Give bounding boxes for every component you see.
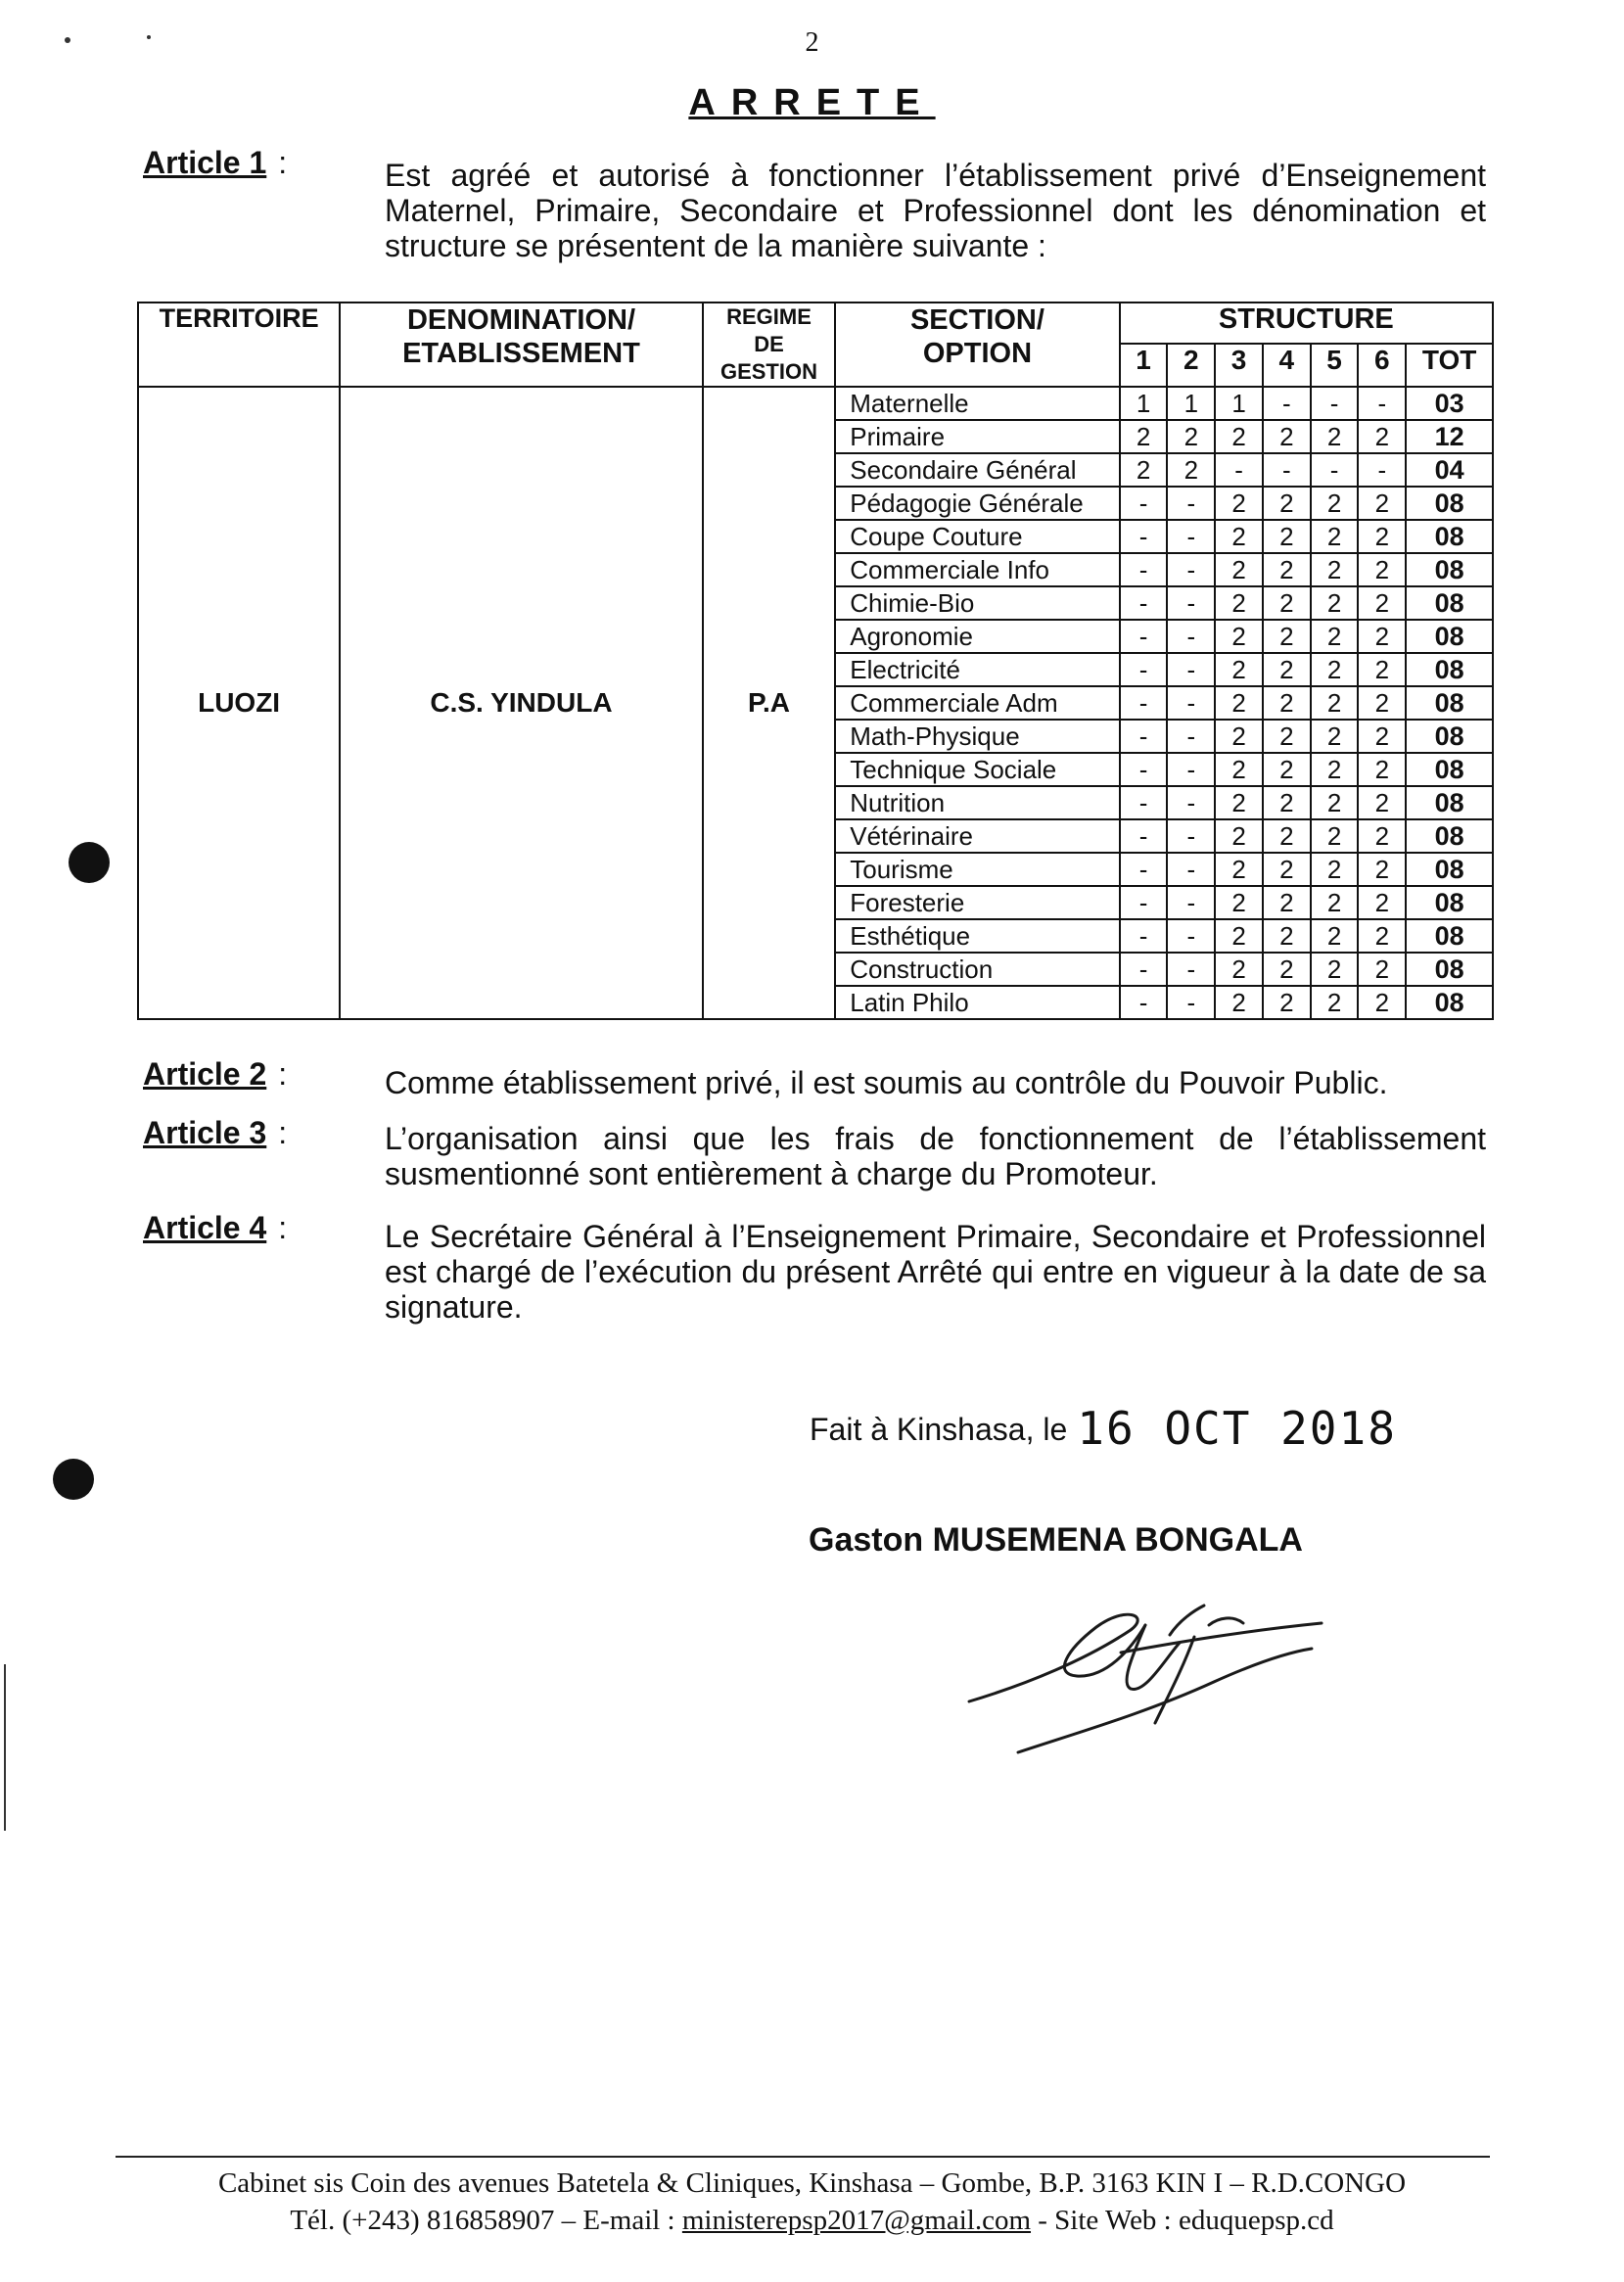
year-2-cell: - <box>1167 720 1215 753</box>
year-6-cell: 2 <box>1358 487 1406 520</box>
etablissement-cell: C.S. YINDULA <box>340 387 703 1019</box>
year-2-cell: - <box>1167 786 1215 819</box>
section-option-cell: Latin Philo <box>835 986 1119 1019</box>
year-1-cell: - <box>1120 786 1168 819</box>
header-section-line1: SECTION/ <box>909 304 1044 336</box>
article-2-label <box>143 1056 287 1093</box>
header-denomination-line2: ETABLISSEMENT <box>402 338 640 369</box>
year-4-cell: 2 <box>1263 553 1311 586</box>
document-heading: ARRETE <box>688 82 936 123</box>
total-cell: 08 <box>1406 620 1493 653</box>
year-4-cell: 2 <box>1263 520 1311 553</box>
year-5-cell: 2 <box>1311 753 1359 786</box>
year-6-cell: 2 <box>1358 653 1406 686</box>
year-2-cell: - <box>1167 620 1215 653</box>
header-year: 3 <box>1215 344 1263 387</box>
year-6-cell: 2 <box>1358 786 1406 819</box>
year-3-cell: 1 <box>1215 387 1263 420</box>
year-2-cell: - <box>1167 886 1215 919</box>
footer-phone: Tél. (+243) 816858907 – E-mail : <box>290 2205 675 2236</box>
year-4-cell: 2 <box>1263 586 1311 620</box>
header-denomination <box>340 303 703 387</box>
year-3-cell: 2 <box>1215 420 1263 453</box>
header-year: 6 <box>1358 344 1406 387</box>
year-4-cell: 2 <box>1263 953 1311 986</box>
year-6-cell: 2 <box>1358 753 1406 786</box>
table-body <box>138 387 1493 1019</box>
year-6-cell: 2 <box>1358 553 1406 586</box>
article-1-colon: : <box>278 145 288 180</box>
year-2-cell: - <box>1167 487 1215 520</box>
year-6-cell: 2 <box>1358 420 1406 453</box>
section-option-cell: Agronomie <box>835 620 1119 653</box>
year-4-cell: 2 <box>1263 653 1311 686</box>
year-6-cell: 2 <box>1358 620 1406 653</box>
year-4-cell: 2 <box>1263 786 1311 819</box>
year-5-cell: 2 <box>1311 720 1359 753</box>
year-1-cell: - <box>1120 487 1168 520</box>
regime-cell: P.A <box>703 387 836 1019</box>
total-cell: 08 <box>1406 686 1493 720</box>
year-6-cell: 2 <box>1358 886 1406 919</box>
year-1-cell: - <box>1120 653 1168 686</box>
year-4-cell: 2 <box>1263 420 1311 453</box>
year-6-cell: - <box>1358 387 1406 420</box>
year-1-cell: - <box>1120 586 1168 620</box>
header-regime <box>703 303 836 387</box>
header-year: 1 <box>1120 344 1168 387</box>
article-4-colon: : <box>278 1210 288 1245</box>
year-1-cell: - <box>1120 686 1168 720</box>
year-1-cell: - <box>1120 553 1168 586</box>
total-cell: 08 <box>1406 986 1493 1019</box>
year-5-cell: 2 <box>1311 420 1359 453</box>
year-2-cell: - <box>1167 853 1215 886</box>
year-3-cell: 2 <box>1215 986 1263 1019</box>
year-3-cell: 2 <box>1215 786 1263 819</box>
closing-place: Fait à Kinshasa, le <box>810 1412 1068 1447</box>
year-5-cell: 2 <box>1311 553 1359 586</box>
footer-contact <box>0 2205 1624 2237</box>
year-4-cell: - <box>1263 387 1311 420</box>
year-3-cell: - <box>1215 453 1263 487</box>
section-option-cell: Chimie-Bio <box>835 586 1119 620</box>
year-1-cell: - <box>1120 986 1168 1019</box>
year-5-cell: 2 <box>1311 786 1359 819</box>
header-regime-line2: DE <box>754 332 784 356</box>
table-row <box>138 387 1493 420</box>
year-5-cell: 2 <box>1311 953 1359 986</box>
article-2-colon: : <box>278 1056 288 1092</box>
total-cell: 08 <box>1406 520 1493 553</box>
article-4-text: Le Secrétaire Général à l’Enseignement Primaire, Secondaire et Professionnel est chargé de l’exécution du présent Arrêté qui entre en vigueur à la date de sa signature. <box>385 1219 1486 1325</box>
total-cell: 08 <box>1406 753 1493 786</box>
year-5-cell: 2 <box>1311 520 1359 553</box>
header-territoire: TERRITOIRE <box>138 303 340 387</box>
year-4-cell: - <box>1263 453 1311 487</box>
article-3-title: Article 3 <box>143 1115 267 1150</box>
year-4-cell: 2 <box>1263 753 1311 786</box>
year-1-cell: - <box>1120 953 1168 986</box>
section-option-cell: Electricité <box>835 653 1119 686</box>
year-3-cell: 2 <box>1215 919 1263 953</box>
year-3-cell: 2 <box>1215 720 1263 753</box>
header-total: TOT <box>1406 344 1493 387</box>
footer-divider <box>116 2156 1490 2158</box>
year-4-cell: 2 <box>1263 919 1311 953</box>
section-option-cell: Foresterie <box>835 886 1119 919</box>
year-5-cell: 2 <box>1311 853 1359 886</box>
year-4-cell: 2 <box>1263 620 1311 653</box>
year-3-cell: 2 <box>1215 487 1263 520</box>
year-6-cell: 2 <box>1358 986 1406 1019</box>
header-regime-line3: GESTION <box>719 359 817 384</box>
section-option-cell: Construction <box>835 953 1119 986</box>
territoire-cell: LUOZI <box>138 387 340 1019</box>
year-3-cell: 2 <box>1215 819 1263 853</box>
header-section <box>835 303 1119 387</box>
year-1-cell: - <box>1120 720 1168 753</box>
total-cell: 08 <box>1406 853 1493 886</box>
table-header-row <box>138 303 1493 344</box>
total-cell: 08 <box>1406 786 1493 819</box>
total-cell: 08 <box>1406 586 1493 620</box>
year-5-cell: 2 <box>1311 653 1359 686</box>
section-option-cell: Coupe Couture <box>835 520 1119 553</box>
year-6-cell: 2 <box>1358 853 1406 886</box>
year-1-cell: - <box>1120 853 1168 886</box>
year-3-cell: 2 <box>1215 620 1263 653</box>
year-1-cell: - <box>1120 819 1168 853</box>
year-5-cell: 2 <box>1311 886 1359 919</box>
year-2-cell: - <box>1167 986 1215 1019</box>
year-2-cell: - <box>1167 586 1215 620</box>
year-6-cell: 2 <box>1358 919 1406 953</box>
year-4-cell: 2 <box>1263 686 1311 720</box>
total-cell: 04 <box>1406 453 1493 487</box>
year-6-cell: 2 <box>1358 586 1406 620</box>
year-2-cell: - <box>1167 819 1215 853</box>
year-5-cell: - <box>1311 453 1359 487</box>
year-5-cell: 2 <box>1311 819 1359 853</box>
year-1-cell: 2 <box>1120 453 1168 487</box>
year-3-cell: 2 <box>1215 653 1263 686</box>
year-6-cell: 2 <box>1358 520 1406 553</box>
year-5-cell: - <box>1311 387 1359 420</box>
section-option-cell: Pédagogie Générale <box>835 487 1119 520</box>
scan-edge-line <box>4 1664 6 1831</box>
year-6-cell: 2 <box>1358 686 1406 720</box>
year-2-cell: - <box>1167 753 1215 786</box>
year-2-cell: 2 <box>1167 453 1215 487</box>
article-4-title: Article 4 <box>143 1210 267 1245</box>
structure-table <box>137 302 1494 1020</box>
section-option-cell: Vétérinaire <box>835 819 1119 853</box>
header-denomination-line1: DENOMINATION/ <box>406 304 635 336</box>
year-1-cell: - <box>1120 753 1168 786</box>
article-4-label <box>143 1210 287 1246</box>
total-cell: 03 <box>1406 387 1493 420</box>
punch-hole-mark <box>53 1459 94 1500</box>
year-4-cell: 2 <box>1263 487 1311 520</box>
section-option-cell: Maternelle <box>835 387 1119 420</box>
total-cell: 12 <box>1406 420 1493 453</box>
closing-date-stamp: 16 OCT 2018 <box>1077 1402 1397 1455</box>
year-4-cell: 2 <box>1263 720 1311 753</box>
year-5-cell: 2 <box>1311 586 1359 620</box>
year-5-cell: 2 <box>1311 487 1359 520</box>
year-3-cell: 2 <box>1215 853 1263 886</box>
year-4-cell: 2 <box>1263 853 1311 886</box>
section-option-cell: Tourisme <box>835 853 1119 886</box>
article-3-colon: : <box>278 1115 288 1150</box>
section-option-cell: Nutrition <box>835 786 1119 819</box>
article-1-label <box>143 145 287 181</box>
article-1-text: Est agréé et autorisé à fonctionner l’établissement privé d’Enseignement Maternel, Primaire, Secondaire et Professionnel dont les dénomination et structure se présentent de la manière suivante : <box>385 158 1486 263</box>
header-structure: STRUCTURE <box>1120 303 1493 344</box>
section-option-cell: Commerciale Adm <box>835 686 1119 720</box>
total-cell: 08 <box>1406 553 1493 586</box>
year-3-cell: 2 <box>1215 953 1263 986</box>
year-2-cell: - <box>1167 653 1215 686</box>
year-2-cell: - <box>1167 953 1215 986</box>
year-5-cell: 2 <box>1311 919 1359 953</box>
article-3-text: L’organisation ainsi que les frais de fonctionnement de l’établissement susmentionné sont entièrement à charge du Promoteur. <box>385 1121 1486 1191</box>
header-year: 2 <box>1167 344 1215 387</box>
article-2-text: Comme établissement privé, il est soumis au contrôle du Pouvoir Public. <box>385 1065 1388 1100</box>
year-3-cell: 2 <box>1215 586 1263 620</box>
footer-website: - Site Web : eduquepsp.cd <box>1038 2205 1334 2236</box>
year-6-cell: - <box>1358 453 1406 487</box>
total-cell: 08 <box>1406 720 1493 753</box>
section-option-cell: Secondaire Général <box>835 453 1119 487</box>
signer-name: Gaston MUSEMENA BONGALA <box>809 1521 1303 1559</box>
year-5-cell: 2 <box>1311 986 1359 1019</box>
footer-email-link[interactable]: ministerepsp2017@gmail.com <box>681 2205 1032 2236</box>
section-option-cell: Commerciale Info <box>835 553 1119 586</box>
year-1-cell: - <box>1120 919 1168 953</box>
total-cell: 08 <box>1406 819 1493 853</box>
header-year: 4 <box>1263 344 1311 387</box>
year-3-cell: 2 <box>1215 886 1263 919</box>
total-cell: 08 <box>1406 919 1493 953</box>
year-4-cell: 2 <box>1263 986 1311 1019</box>
header-section-line2: OPTION <box>922 338 1033 369</box>
year-3-cell: 2 <box>1215 553 1263 586</box>
article-1-title: Article 1 <box>143 145 267 180</box>
handwritten-signature <box>959 1566 1351 1772</box>
year-2-cell: - <box>1167 919 1215 953</box>
year-6-cell: 2 <box>1358 720 1406 753</box>
year-3-cell: 2 <box>1215 753 1263 786</box>
year-6-cell: 2 <box>1358 953 1406 986</box>
year-1-cell: 1 <box>1120 387 1168 420</box>
section-option-cell: Primaire <box>835 420 1119 453</box>
year-2-cell: - <box>1167 553 1215 586</box>
section-option-cell: Technique Sociale <box>835 753 1119 786</box>
year-4-cell: 2 <box>1263 819 1311 853</box>
total-cell: 08 <box>1406 886 1493 919</box>
year-2-cell: 2 <box>1167 420 1215 453</box>
year-2-cell: - <box>1167 520 1215 553</box>
year-2-cell: - <box>1167 686 1215 720</box>
article-2-title: Article 2 <box>143 1056 267 1092</box>
year-1-cell: - <box>1120 886 1168 919</box>
footer-address: Cabinet sis Coin des avenues Batetela & Cliniques, Kinshasa – Gombe, B.P. 3163 KIN I – R.D.CONGO <box>217 2167 1407 2199</box>
total-cell: 08 <box>1406 953 1493 986</box>
year-4-cell: 2 <box>1263 886 1311 919</box>
year-5-cell: 2 <box>1311 620 1359 653</box>
year-3-cell: 2 <box>1215 520 1263 553</box>
header-regime-line1: REGIME <box>726 304 812 329</box>
section-option-cell: Esthétique <box>835 919 1119 953</box>
year-3-cell: 2 <box>1215 686 1263 720</box>
article-3-label <box>143 1115 287 1151</box>
year-5-cell: 2 <box>1311 686 1359 720</box>
total-cell: 08 <box>1406 653 1493 686</box>
year-6-cell: 2 <box>1358 819 1406 853</box>
page-number: 2 <box>805 27 819 58</box>
year-1-cell: - <box>1120 520 1168 553</box>
punch-hole-mark <box>69 842 110 883</box>
total-cell: 08 <box>1406 487 1493 520</box>
closing-line <box>810 1402 1397 1455</box>
year-1-cell: 2 <box>1120 420 1168 453</box>
header-year: 5 <box>1311 344 1359 387</box>
year-1-cell: - <box>1120 620 1168 653</box>
section-option-cell: Math-Physique <box>835 720 1119 753</box>
year-2-cell: 1 <box>1167 387 1215 420</box>
